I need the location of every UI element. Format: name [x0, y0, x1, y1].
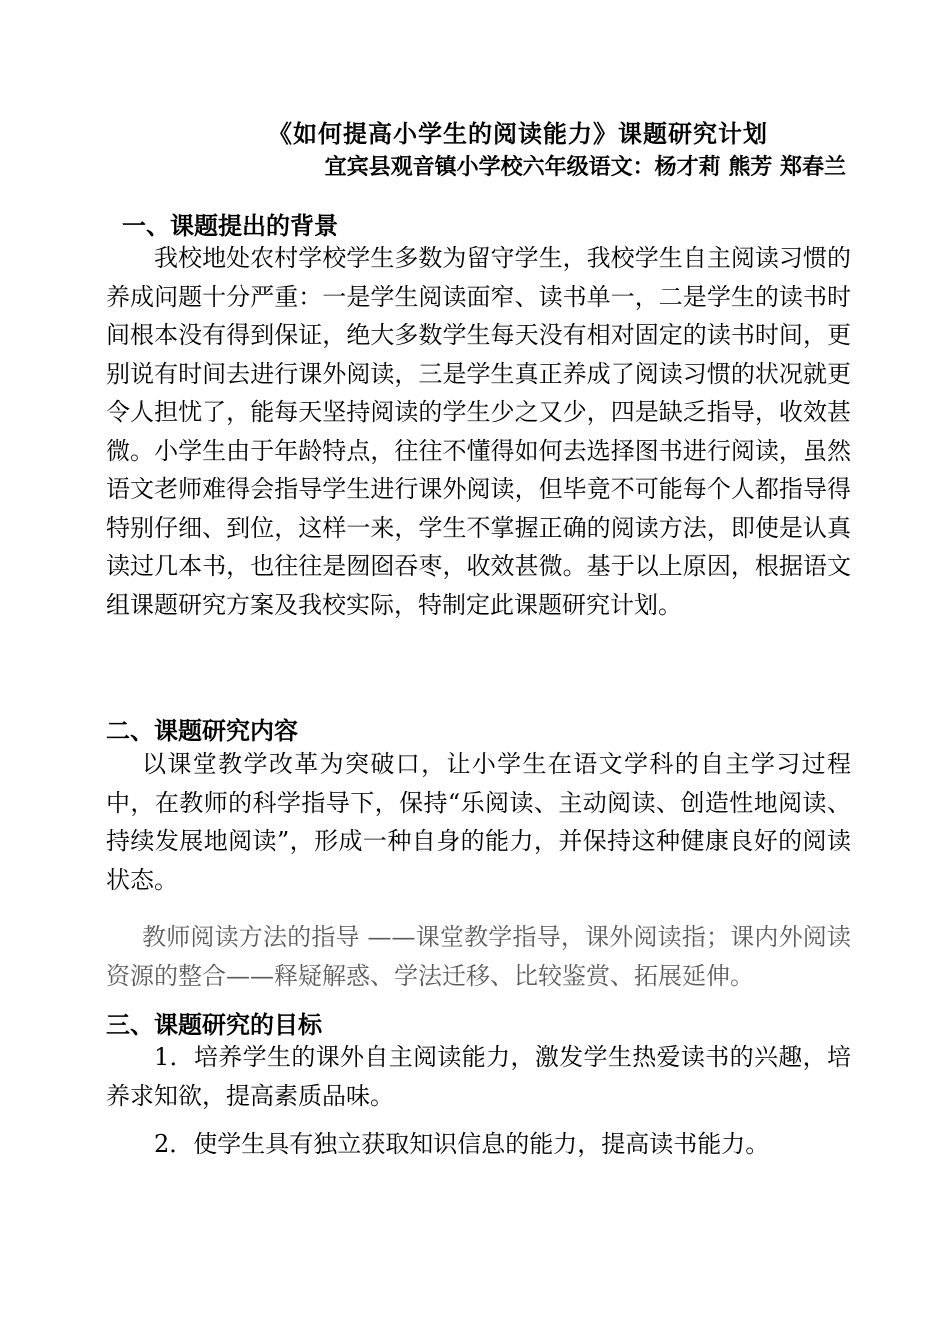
section-heading-background: 一、课题提出的背景	[122, 211, 338, 240]
section-heading-content: 二、课题研究内容	[106, 716, 298, 745]
paragraph-guidance: 教师阅读方法的指导 ——课堂教学指导，课外阅读指；课内外阅读资源的整合——释疑解惑、学法迁移、比较鉴赏、拓展延伸。	[106, 923, 851, 990]
goal-item-2: 2．使学生具有独立获取知识信息的能力，提高读书能力。	[154, 1130, 770, 1158]
paragraph-background: 我校地处农村学校学生多数为留守学生，我校学生自主阅读习惯的养成问题十分严重：一是学生阅读面窄、读书单一，二是学生的读书时间根本没有得到保证，绝大多数学生每天没有相对固定的读书时间，更别说有时间去进行课外阅读，三是学生真正养成了阅读习惯的状况就更令人担忧了，能每天坚持阅读的学生少之又少，四是缺乏指导，收效甚微。小学生由于年龄特点，往往不懂得如何去选择图书进行阅读，虽然语文老师难得会指导学生进行课外阅读，但毕竟不可能每个人都指导得特别仔细、到位，这样一来，学生不掌握正确的阅读方法，即使是认真读过几本书，也往往是囫囵吞枣，收效甚微。基于以上原因，根据语文组课题研究方案及我校实际，特制定此课题研究计划。	[106, 244, 851, 619]
document-authors: 宜宾县观音镇小学校六年级语文：杨才莉 熊芳 郑春兰	[324, 154, 846, 180]
paragraph-content: 以课堂教学改革为突破口，让小学生在语文学科的自主学习过程中，在教师的科学指导下，保持“乐阅读、主动阅读、创造性地阅读、持续发展地阅读”，形成一种自身的能力，并保持这种健康良好的阅读状态。	[106, 750, 851, 894]
section-heading-goals: 三、课题研究的目标	[106, 1010, 322, 1039]
goal-item-1: 1．培养学生的课外自主阅读能力，激发学生热爱读书的兴趣，培养求知欲，提高素质品味。	[106, 1043, 851, 1110]
document-title: 《如何提高小学生的阅读能力》课题研究计划	[268, 119, 768, 148]
